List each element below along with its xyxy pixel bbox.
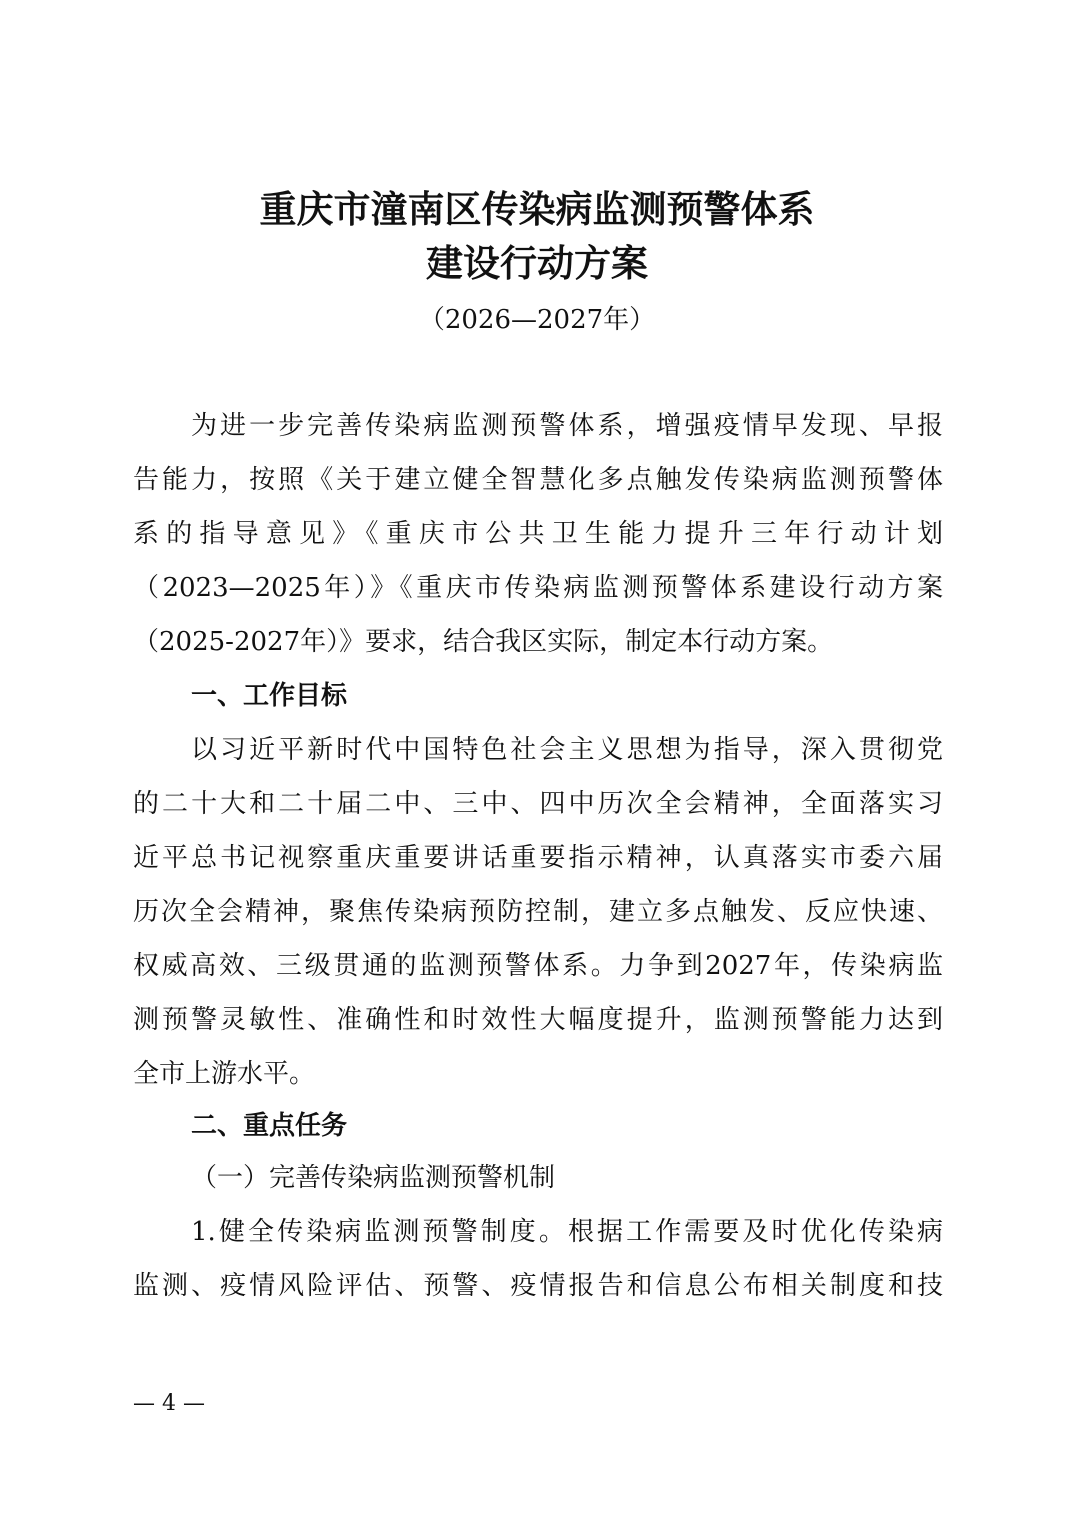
paragraph-line: （2025-2027年）》要求，结合我区实际，制定本行动方案。: [133, 627, 834, 657]
paragraph-line: 全市上游水平。: [133, 1059, 316, 1089]
paragraph-line: 权威高效、三级贯通的监测预警体系。力争到2027年，传染病监: [133, 951, 943, 981]
paragraph-line: 近平总书记视察重庆重要讲话重要指示精神，认真落实市委六届: [133, 843, 943, 873]
page-number: — 4 —: [133, 1391, 205, 1416]
section-heading-key-tasks: 二、重点任务: [191, 1111, 348, 1141]
paragraph-line: 1.健全传染病监测预警制度。根据工作需要及时优化传染病: [191, 1217, 943, 1247]
section-heading-work-goals: 一、工作目标: [191, 681, 348, 711]
paragraph-line: 监测、疫情风险评估、预警、疫情报告和信息公布相关制度和技: [133, 1271, 943, 1301]
document-subtitle-years: （2026—2027年）: [418, 305, 656, 335]
subsection-heading: （一）完善传染病监测预警机制: [191, 1163, 556, 1193]
paragraph-line: 告能力，按照《关于建立健全智慧化多点触发传染病监测预警体: [133, 465, 943, 495]
document-title-line-1: 重庆市潼南区传染病监测预警体系: [259, 187, 815, 231]
document-title-line-2: 建设行动方案: [426, 241, 648, 285]
paragraph-line: 系的指导意见》《重庆市公共卫生能力提升三年行动计划: [133, 519, 943, 549]
paragraph-line: 测预警灵敏性、准确性和时效性大幅度提升，监测预警能力达到: [133, 1005, 943, 1035]
paragraph-line: 历次全会精神，聚焦传染病预防控制，建立多点触发、反应快速、: [133, 897, 943, 927]
paragraph-line: 以习近平新时代中国特色社会主义思想为指导，深入贯彻党: [191, 735, 943, 765]
paragraph-line: 为进一步完善传染病监测预警体系，增强疫情早发现、早报: [191, 411, 943, 441]
paragraph-line: （2023—2025年）》《重庆市传染病监测预警体系建设行动方案: [133, 573, 943, 603]
paragraph-line: 的二十大和二十届二中、三中、四中历次全会精神，全面落实习: [133, 789, 943, 819]
